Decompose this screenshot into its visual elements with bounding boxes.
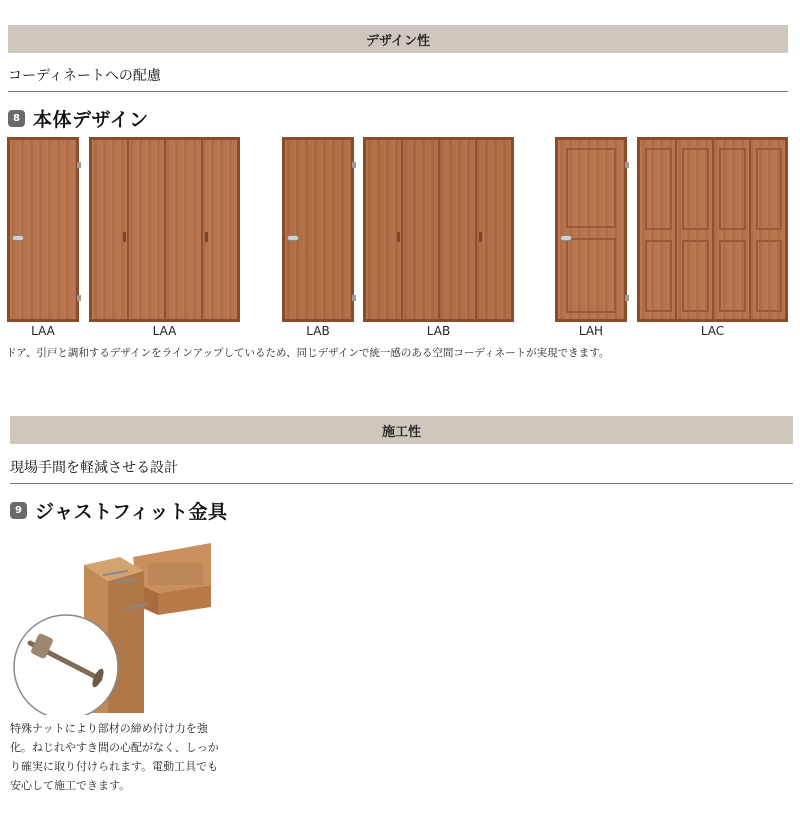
door-leaf [92, 140, 129, 319]
item-number-badge: 8 [8, 110, 25, 127]
hinge [625, 295, 629, 301]
magnified-fastener [14, 615, 118, 715]
door-panel [645, 148, 672, 230]
door-knob [479, 232, 482, 242]
construction-item-heading [10, 497, 228, 524]
item-title: ジャストフィット金具 [35, 501, 228, 523]
door-knob [123, 232, 126, 242]
construction-divider [10, 483, 793, 484]
item-number-badge: 9 [10, 502, 27, 519]
door-panel-upper [566, 148, 616, 228]
door-panel [682, 148, 709, 230]
door-image-laa-folding [89, 137, 240, 322]
design-divider [8, 91, 788, 92]
design-item-heading [8, 105, 149, 132]
door-leaf [366, 140, 403, 319]
door-leaf [129, 140, 166, 319]
door-caption-laa: LAA [31, 324, 55, 338]
door-caption-lab: LAB [306, 324, 330, 338]
door-caption-lab-folding: LAB [426, 324, 451, 338]
door-panel [682, 240, 709, 312]
lever-handle [288, 236, 298, 240]
door-caption-lah: LAH [578, 324, 604, 338]
door-image-lac-folding [637, 137, 788, 322]
construction-band-title: 施工性 [381, 424, 421, 440]
door-image-lah-single [555, 137, 627, 322]
door-caption-laa-folding: LAA [152, 324, 177, 338]
design-section-band [8, 25, 788, 53]
door-leaf [440, 140, 477, 319]
door-panel-lower [566, 238, 616, 313]
door-panel [756, 240, 782, 312]
fitting-illustration [8, 535, 218, 715]
door-leaf [166, 140, 203, 319]
construction-description: 特殊ナットにより部材の締め付け力を強化。ねじれやすき間の心配がなく、しっかり確実に取り付けられます。電動工具でも安心して施工できます。 [10, 722, 219, 792]
door-panel [756, 148, 782, 230]
hinge [77, 162, 81, 168]
design-band-title: デザイン性 [365, 33, 431, 49]
lever-handle [561, 236, 571, 240]
door-panel [719, 240, 746, 312]
door-panel [719, 148, 746, 230]
door-image-lab-folding [363, 137, 514, 322]
door-image-lab-single [282, 137, 354, 322]
construction-section-band [10, 416, 793, 444]
door-leaf [403, 140, 440, 319]
item-title: 本体デザイン [33, 109, 149, 131]
design-subheading: コーディネートへの配慮 [8, 68, 161, 84]
hinge [352, 295, 356, 301]
door-caption-lac: LAC [700, 324, 725, 338]
lever-handle [13, 236, 23, 240]
door-knob [205, 232, 208, 242]
hinge [625, 162, 629, 168]
construction-subheading: 現場手間を軽減させる設計 [10, 460, 178, 476]
door-panel [645, 240, 672, 312]
door-knob [397, 232, 400, 242]
door-image-laa-single [7, 137, 79, 322]
hinge [77, 295, 81, 301]
design-description: ドア、引戸と調和するデザインをラインアップしているため、同じデザインで統一感のある空間コーディネートが実現できます。 [6, 347, 610, 359]
hinge [352, 162, 356, 168]
